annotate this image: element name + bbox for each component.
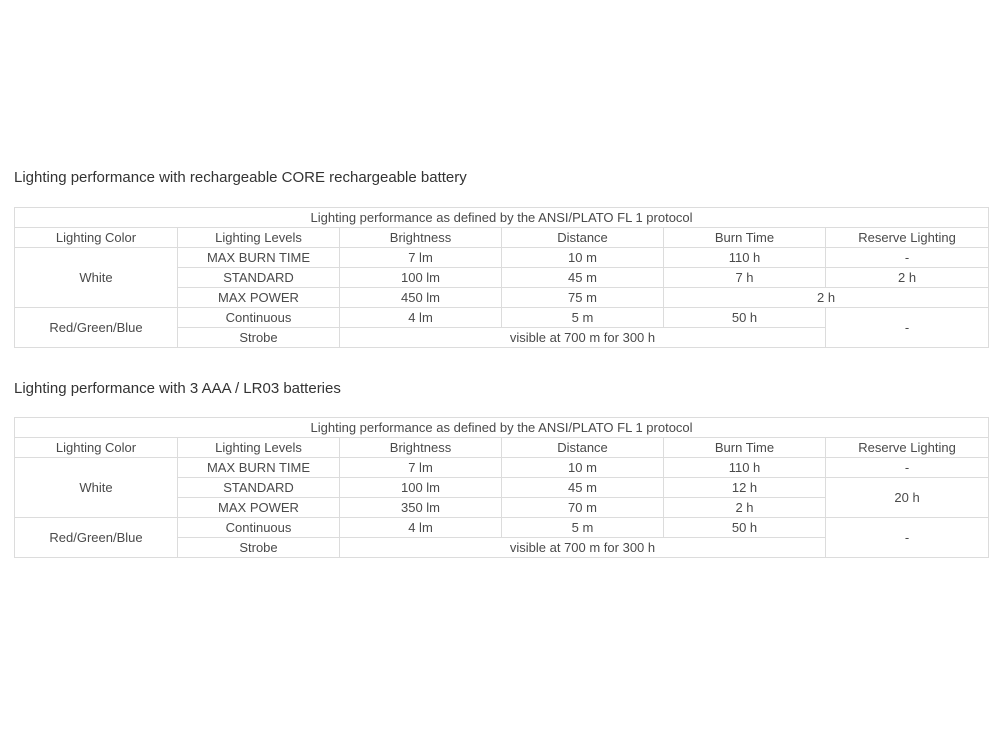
level-cell: MAX POWER — [178, 288, 340, 308]
table-caption-row — [15, 418, 989, 438]
level-cell: STANDARD — [178, 478, 340, 498]
burn-time-cell: 7 h — [664, 268, 826, 288]
level-cell: Strobe — [178, 328, 340, 348]
table-header-row — [15, 228, 989, 248]
brightness-cell: 350 lm — [340, 498, 502, 518]
header-lighting-levels: Lighting Levels — [178, 438, 340, 458]
performance-table-aaa-batteries — [14, 417, 989, 558]
distance-cell: 10 m — [502, 458, 664, 478]
level-cell: MAX BURN TIME — [178, 458, 340, 478]
color-cell-white: White — [15, 458, 178, 518]
reserve-cell-white: 20 h — [826, 478, 989, 518]
brightness-cell: 4 lm — [340, 308, 502, 328]
reserve-cell: - — [826, 458, 989, 478]
brightness-cell: 450 lm — [340, 288, 502, 308]
burn-time-cell: 50 h — [664, 518, 826, 538]
table-caption: Lighting performance as defined by the ANSI/PLATO FL 1 protocol — [15, 208, 989, 228]
header-distance: Distance — [502, 438, 664, 458]
burn-time-cell: 110 h — [664, 248, 826, 268]
brightness-cell: 100 lm — [340, 268, 502, 288]
reserve-cell-rgb: - — [826, 308, 989, 348]
header-burn-time: Burn Time — [664, 438, 826, 458]
table-row — [15, 308, 989, 328]
burn-time-cell: 12 h — [664, 478, 826, 498]
level-cell: MAX POWER — [178, 498, 340, 518]
distance-cell: 5 m — [502, 518, 664, 538]
brightness-cell: 7 lm — [340, 458, 502, 478]
header-lighting-color: Lighting Color — [15, 438, 178, 458]
header-brightness: Brightness — [340, 438, 502, 458]
brightness-cell: 100 lm — [340, 478, 502, 498]
reserve-cell: 2 h — [826, 268, 989, 288]
distance-cell: 75 m — [502, 288, 664, 308]
section-title-aaa-batteries: Lighting performance with 3 AAA / LR03 batteries — [14, 380, 341, 397]
burn-time-cell: 110 h — [664, 458, 826, 478]
distance-cell: 45 m — [502, 268, 664, 288]
header-reserve-lighting: Reserve Lighting — [826, 438, 989, 458]
brightness-cell: 4 lm — [340, 518, 502, 538]
table-row — [15, 248, 989, 268]
level-cell: Strobe — [178, 538, 340, 558]
level-cell: MAX BURN TIME — [178, 248, 340, 268]
burn-reserve-cell: 2 h — [664, 288, 989, 308]
level-cell: STANDARD — [178, 268, 340, 288]
brightness-cell: 7 lm — [340, 248, 502, 268]
strobe-note-cell: visible at 700 m for 300 h — [340, 538, 826, 558]
table-caption-row — [15, 208, 989, 228]
distance-cell: 10 m — [502, 248, 664, 268]
color-cell-rgb: Red/Green/Blue — [15, 518, 178, 558]
section-title-core-battery: Lighting performance with rechargeable CORE rechargeable battery — [14, 169, 467, 186]
header-brightness: Brightness — [340, 228, 502, 248]
reserve-cell-rgb: - — [826, 518, 989, 558]
distance-cell: 45 m — [502, 478, 664, 498]
burn-time-cell: 50 h — [664, 308, 826, 328]
table-row — [15, 458, 989, 478]
level-cell: Continuous — [178, 518, 340, 538]
color-cell-rgb: Red/Green/Blue — [15, 308, 178, 348]
distance-cell: 5 m — [502, 308, 664, 328]
header-reserve-lighting: Reserve Lighting — [826, 228, 989, 248]
table-row — [15, 518, 989, 538]
color-cell-white: White — [15, 248, 178, 308]
header-lighting-color: Lighting Color — [15, 228, 178, 248]
table-header-row — [15, 438, 989, 458]
performance-table-core-battery — [14, 207, 989, 348]
strobe-note-cell: visible at 700 m for 300 h — [340, 328, 826, 348]
table-caption: Lighting performance as defined by the ANSI/PLATO FL 1 protocol — [15, 418, 989, 438]
distance-cell: 70 m — [502, 498, 664, 518]
burn-time-cell: 2 h — [664, 498, 826, 518]
header-burn-time: Burn Time — [664, 228, 826, 248]
level-cell: Continuous — [178, 308, 340, 328]
header-distance: Distance — [502, 228, 664, 248]
header-lighting-levels: Lighting Levels — [178, 228, 340, 248]
reserve-cell: - — [826, 248, 989, 268]
